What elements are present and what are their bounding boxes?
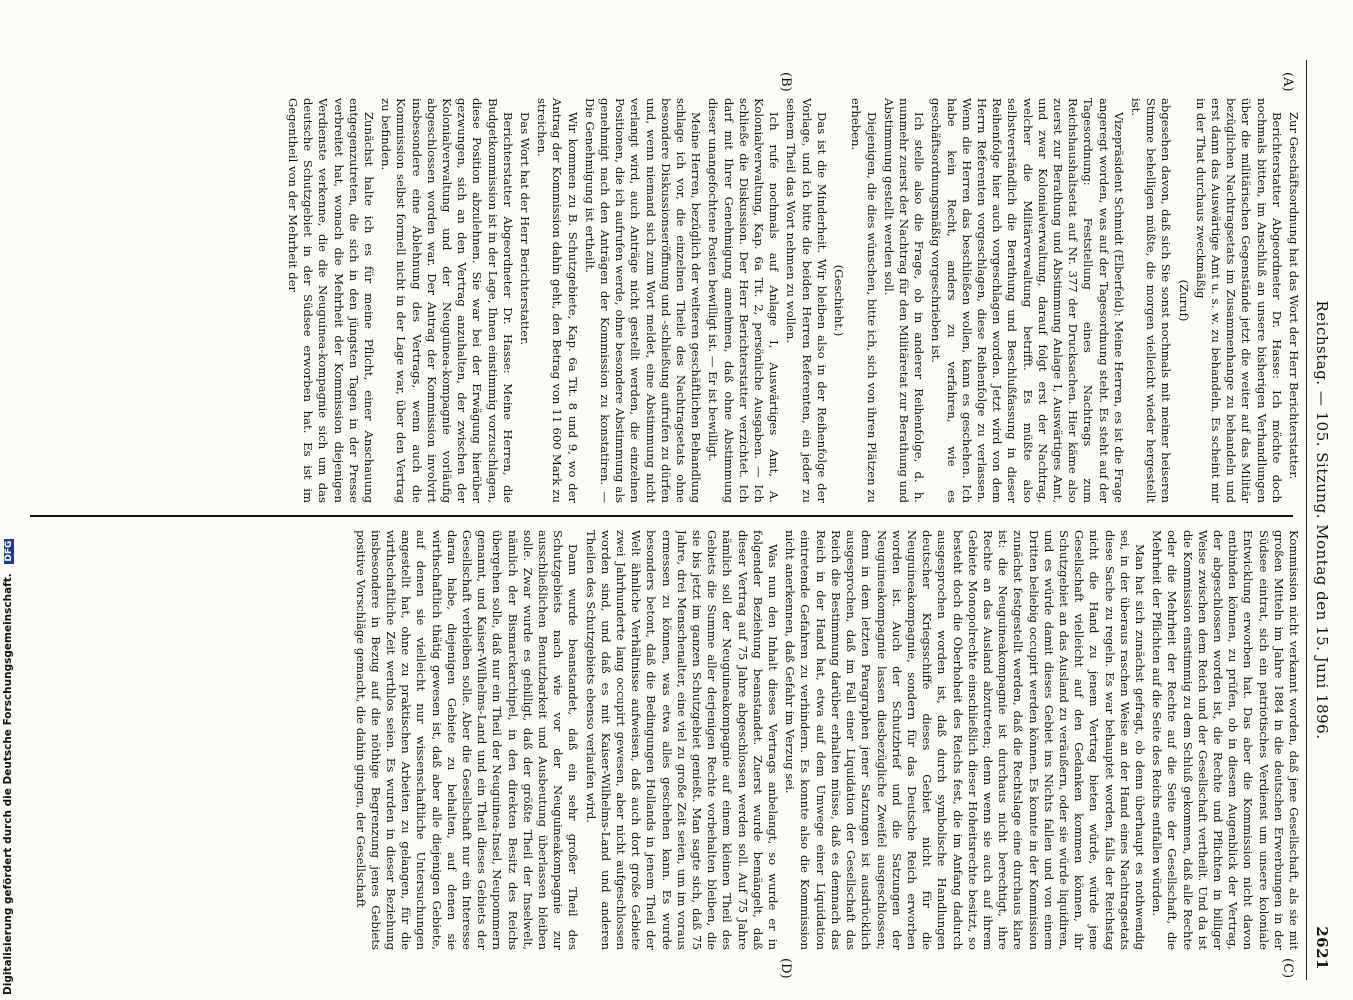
paragraph: Zunächst halte ich es für meine Pflicht, einer Anschauung entgegenzutreten, die sich in den jüngsten Tagen in der Presse verbreitet hat, wonach die Mehrheit der Kommission diejenigen Verdienste verkenne, die die Neuguinea-kompagnie sich um das deutsche Schutzgebiet in der Südsee erworben hat. Es ist im Gegentheil von der Mehrheit der (286, 98, 377, 503)
paragraph: Wir kommen zu B. Schutzgebiete, Kap. 6a Tit. 8 und 9, wo der Antrag der Kommission dahin geht, den Betrag von 11 600 Mark zu streichen. (535, 98, 580, 503)
paragraph: Das Wort hat der Herr Berichterstatter. (518, 112, 533, 346)
header-title: Reichstag. — 105. Sitzung. Montag den 15. Juni 1896. (1313, 300, 1331, 740)
digitization-attribution (2, 540, 20, 995)
paragraph: Dann wurde beanstandet, daß ein sehr großer Theil des Schutzgebiets nach wie vor der Neuguineakompagnie zur ausschließlichen Benutzbarkeit und Ausbeutung überlassen bleiben solle. Zwar wurde es gebilligt, daß der größte Theil der Inselwelt, nämlich der Bismarckarchipel, in den direkten Besitz des Reichs übergehen solle, daß nur ein Theil der Neuguinea-Insel, Neupommern genannt, und Kaiser-Wilhelms-Land und ein Theil dieses Gebiets der Gesellschaft verbleiben solle. Aber die Gesellschaft nur ein Interesse daran habe, diejenigen Gebiete zu behalten, auf denen sie wirthschaftlich thätig gewesen ist, daß aber alle diejenigen Gebiete, auf denen sie vielleicht nur wissenschaftliche Untersuchungen angestellt hat, ohne zu praktischen Arbeiten zu gelangen, für die wirthschaftliche Zeit werthlos seien. Es wurden in dieser Beziehung insbesondere in Bezug auf die nöthige Begrenzung jenes Gebiets positive Vorschläge gemacht, die dahin gingen, der Gesellschaft (353, 530, 581, 950)
paragraph: Berichterstatter Abgeordneter Dr. Hasse: Ich möchte doch nochmals bitten, im Anschluß an unsere bisherigen Verhandlungen über die militärischen Gegenstände jetzt die weiter auf das Militär bezüglichen Nachtragsetats im Zusammenhange zu behandeln und erst dann das Auswärtige Amt u. s. w. zu behandeln. Es scheint mir in der That durchaus zweckmäßig (1193, 98, 1284, 503)
paragraph: Berichterstatter Abgeordneter Dr. Hasse: Meine Herren, die Budgetkommission ist in der Lage, Ihnen einstimmig vorzuschlagen, diese Position abzulehnen. Sie war bei der Erwägung hierüber gezwungen, sich an den Vertrag anzuhalten, der zwischen der Kolonialverwaltung und der Neuguinea-kompagnie vorläufig abgeschlossen worden war. Der Antrag der Kommission involvirt insbesondere eine Ablehnung des Vertrags, wenn auch die Kommission selbst formell nicht in der Lage war, über den Vertrag zu befinden. (379, 98, 515, 503)
page-number: 2621 (1313, 926, 1331, 970)
paragraph: Was nun den Inhalt dieses Vertrags anbelangt, so wurde er in folgender Beziehung beanstandet. Zuerst wurde bemängelt, daß dieser Vertrag auf 75 Jahre abgeschlossen werden soll. Auf 75 Jahre nämlich soll der Neuguineakompagnie auf einem kleinen Theil des Gebiets die Summe aller derjenigen Rechte vorbehalten bleiben, die sie bis jetzt im ganzen Schutzgebiet genießt. Man sagte sich, daß 75 Jahre, drei Menschenalter, eine viel zu große Zeit seien, um im voraus ermessen zu können, was etwa alles geschehen kann. Es wurde besonders betont, daß die Bedingungen Hollands in jenem Theil der Welt ähnliche Verhältnisse aufweisen, daß auch dort große Gebiete zwei Jahrhunderte lang occupirt gewesen, aber nicht aufgeschlossen worden sind, und daß es mit Kaiser-Wilhelms-Land und anderen Theilen des Schutzgebiets ebenso verlaufen wird. (583, 530, 781, 950)
right-text-column (28, 530, 1301, 950)
column-divider (30, 515, 1293, 517)
paragraph: Kommission nicht verkannt worden, daß jene Gesellschaft, als sie mit großen Mitteln im Jahre 1884 in die deutschen Erwerbungen in der Südsee eintrat, sich ein patriotisches Verdienst um unsere koloniale Entwicklung erworben hat. Das aber die Kommission nicht davon entbinden können, zu prüfen, ob in diesem Augenblick der Vertrag, der abgeschlossen worden ist, die Rechte und Pflichten in billiger Weise zwischen dem Reich und der Gesellschaft vertheilt. Und da ist die Kommission einstimmig zu dem Schluß gekommen, daß alle Rechte oder die Mehrheit der Rechte auf die Seite der Gesellschaft, die Mehrheit der Pflichten auf die Seite des Reichs entfallen würden. (1150, 530, 1301, 950)
paragraph: Das ist die Minderheit. Wir bleiben also in der Reihenfolge der Vorlage, und ich bitte die beiden Herren Referenten, ein jeder zu seinem Theil das Wort nehmen zu wollen. (784, 98, 829, 503)
interjection: (Geschieht.) (832, 264, 847, 337)
paragraph: Diejenigen, die dies wünschen, bitte ich, sich von ihren Plätzen zu erheben. (849, 98, 879, 503)
header-rule (1306, 60, 1307, 980)
paragraph: Ich rufe nochmals auf Anlage I, Auswärtiges Amt, A. Kolonialverwaltung, Kap. 6a Tit. 2, persönliche Ausgaben. — Ich schließe die Diskussion. Der Herr Berichterstatter verzichtet. Ich darf mit Ihrer Genehmigung annehmen, daß ohne Abstimmung dieser unangefochtene Posten bewilligt ist. — Er ist bewilligt. (706, 98, 782, 503)
paragraph: Ich stelle also die Frage, ob in anderer Reihenfolge, d. h. nunmehr zuerst der Nachtrag für den Militäretat zur Berathung und Abstimmung gestellt werden soll. (881, 98, 927, 503)
attribution-text: Digitalisierung gefördert durch die Deutsche Forschungsgemeinschaft. (2, 573, 14, 995)
margin-marker-d: (D) (778, 958, 793, 979)
dfg-logo: DFG (4, 540, 14, 562)
margin-marker-c: (C) (1280, 958, 1295, 979)
margin-marker-b: (B) (778, 72, 793, 92)
paragraph: Vizepräsident Schmidt (Elberfeld): Meine Herren, es ist die Frage angeregt worden, was auf der Tagesordnung steht. Es steht auf der Tagesordnung: Feststellung eines Nachtrags zum Reichshaushaltsetat auf Nr. 377 der Drucksachen. Hier käme also zuerst zur Berathung und Abstimmung Anlage I, Auswärtiges Amt, und zwar Kolonialverwaltung, darauf folgt erst der Nachtrag, welcher die Militärverwaltung betrifft. Es müßte also selbstverständlich die Berathung und Beschlußfassung in dieser Reihenfolge hier auch vorgeschlagen worden. Jetzt wird von dem Herrn Referenten vorgeschlagen, diese Reihenfolge zu verlassen. Wenn die Herren das beschließen wollen, kann es geschehen. Ich habe kein Recht, anders zu verfahren, wie es geschäftsordnungsmäßig vorgeschrieben ist. (929, 98, 1126, 503)
paragraph: Zur Geschäftsordnung hat das Wort der Herr Berichterstatter. (1287, 112, 1301, 480)
paragraph: Meine Herren, bezüglich der weiteren geschäftlichen Behandlung schlage ich vor, die einzelnen Theile des Nachtragsetats ohne besondere Diskussionseröffnung und -schließung aufrufen zu dürfen und, wenn niemand sich zum Wort meldet, eine Abstimmung nicht verlangt wird, auch Anträge nicht gestellt werden, die einzelnen Positionen, die ich aufrufen werde, ohne besondere Abstimmung als genehmigt nach den Anträgen der Kommission zu konstatiren. — Die Genehmigung ist ertheilt. (582, 98, 704, 503)
margin-marker-a: (A) (1280, 72, 1295, 92)
paragraph: abgesehen davon, daß sich Sie sonst nochmals mit meiner heiseren Stimme behelligen müßte, die morgen vielleicht wieder hergestellt ist. (1128, 98, 1174, 503)
page-header (1303, 60, 1331, 980)
left-text-column (28, 98, 1301, 503)
interjection: (Zuruf) (1176, 279, 1191, 322)
paragraph: Man hat sich zunächst gefragt, ob denn überhaupt es nothwendig sei, in der überaus raschen Weise an der Hand eines Nachtragsetats diese Sache zu regeln. Es war behauptet worden, falls der Reichstag nicht die Hand zu jenem Vertrag bieten würde, würde jene Gesellschaft vielleicht auf den Gedanken kommen können, ihr Schutzgebiet an das Ausland zu veräußern, oder sie würde liquidiren, und es würde damit dieses Gebiet ins Nichts fallen und von einem Dritten beliebig occupirt werden können. Es konnte in der Kommission zunächst festgestellt werden, daß die Rechtslage eine durchaus klare ist: die Neuguineakompagnie ist durchaus nicht berechtigt, ihre Rechte an das Ausland abzutreten; denn wenn sie auch auf ihrem Gebiete Monopolrechte einschließlich dieser Hoheitsrechte besitzt, so besteht doch die Oberhoheit des Reichs fest, die im Anfang dadurch ausgesprochen worden ist, daß durch symbolische Handlungen deutscher Kriegsschiffe dieses Gebiet nicht für die Neuguineakompagnie, sondern für das Deutsche Reich erworben worden ist. Auch der Schutzbrief und die Satzungen der Neuguineakompagnie lassen diesbezügliche Zweifel ausgeschlossen; denn in dem letzten Paragraphen jener Satzungen ist ausdrücklich ausgesprochen, daß im Fall einer Liquidation der Gesellschaft das Reich die Bestimmung darüber erhalten müsse, daß es demnach das Reich in der Hand hat, etwa auf dem Umwege einer Liquidation eintretende Gefahren zu verhindern. Es konnte also die Kommission nicht anerkennen, daß Gefahr im Verzug sei. (783, 530, 1147, 950)
